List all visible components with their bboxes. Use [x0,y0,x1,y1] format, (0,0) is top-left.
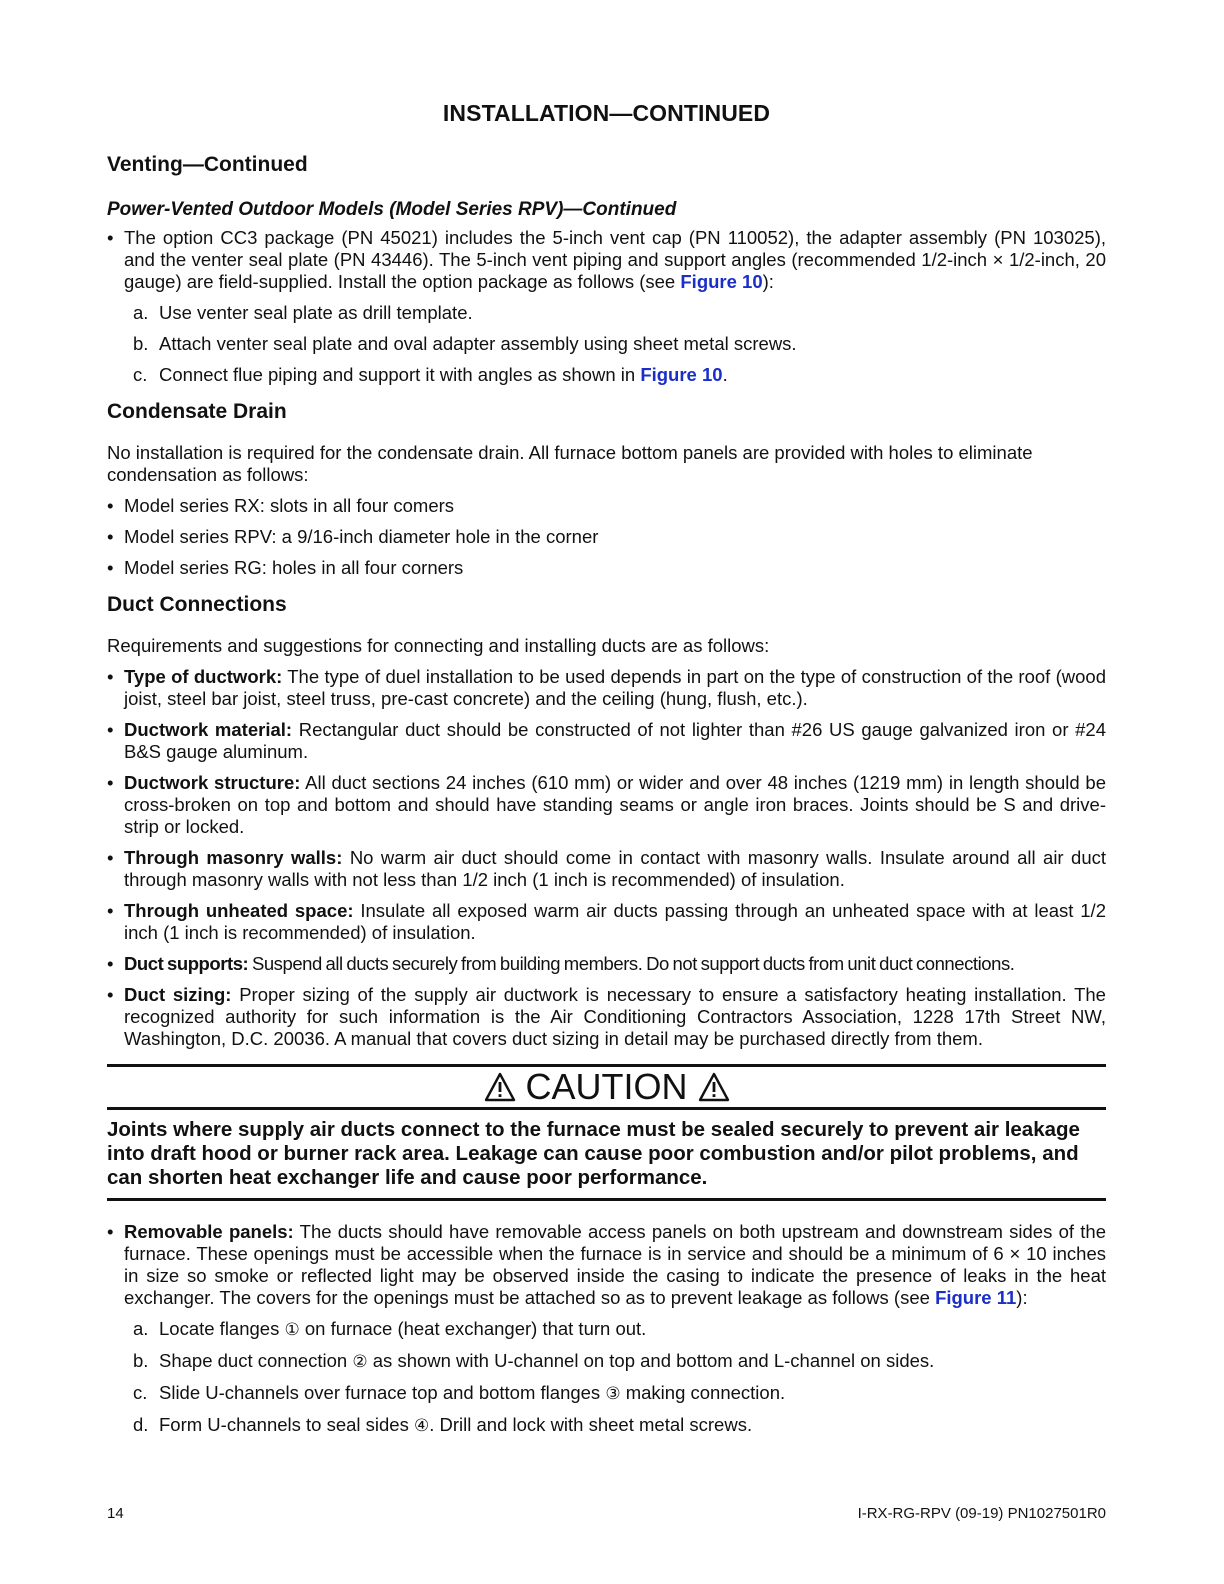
list-item [107,666,1106,710]
list-item [107,900,1106,944]
removable-step-a [133,1318,1106,1341]
condensate-heading: Condensate Drain [107,400,287,423]
cc3-step-a [133,302,1106,324]
figure-10-link[interactable]: Figure 10 [640,364,723,385]
list-item: • Model series RPV: a 9/16-inch diameter hole in the corner [107,526,1106,548]
item-lead: Through masonry walls: [124,847,343,868]
removable-step-c [133,1382,1106,1405]
item-text: Insulate all exposed warm air ducts passing through an unheated space with at least 1/2 inch (1 inch is recommended) of insulation. [124,900,1106,943]
step-text-end: . Drill and lock with sheet metal screws. [429,1414,753,1435]
document-id: I-RX-RG-RPV (09-19) PN1027501R0 [857,1505,1106,1522]
step-letter: b. [133,333,149,354]
step-letter: a. [133,1318,149,1339]
condensate-list [107,495,1106,579]
cc3-step-b [133,333,1106,355]
item-lead: Removable panels: [124,1221,294,1242]
page-footer [107,1505,1106,1522]
item-lead: Ductwork structure: [124,772,301,793]
item-lead: Through unheated space: [124,900,354,921]
list-item: • Model series RG: holes in all four corners [107,557,1106,579]
removable-steps [107,1318,1106,1437]
condensate-intro: No installation is required for the condensate drain. All furnace bottom panels are provided with holes to eliminate condensation as follows: [107,442,1033,485]
removable-list [107,1221,1106,1309]
rpv-subheading: Power-Vented Outdoor Models (Model Series RPV)—Continued [107,199,677,220]
item-text: No warm air duct should come in contact with masonry walls. Insulate around all air duct through masonry walls with not less than 1/2 inch (1 inch is recommended) of insulation. [124,847,1106,890]
removable-step-b [133,1350,1106,1373]
step-letter: b. [133,1350,149,1371]
page-content [107,100,1106,1446]
callout-number: ① [284,1320,300,1339]
item-lead: Duct sizing: [124,984,232,1005]
step-text: Shape duct connection [159,1350,353,1371]
page-title: INSTALLATION—CONTINUED [442,100,771,126]
item-text-end: ): [1016,1287,1028,1308]
list-item [107,772,1106,838]
step-text: Use venter seal plate as drill template. [159,302,473,323]
step-letter: c. [133,1382,148,1403]
item-lead: Duct supports: [124,953,249,974]
warning-triangle-icon [484,1072,516,1102]
item-text: Rectangular duct should be constructed of not lighter than #26 US gauge galvanized iron or #24 B&S gauge aluminum. [124,719,1107,762]
list-item [107,847,1106,891]
page-number: 14 [107,1505,124,1522]
step-text: Locate flanges [159,1318,285,1339]
cc3-text: The option CC3 package (PN 45021) includes the 5-inch vent cap (PN 110052), the adapter assembly (PN 103025), and the venter seal plate (PN 43446). The 5-inch vent piping and support angles (recommended 1/2-inch × 1/2-inch, 20 gauge) are field-supplied. Install the option package as follows (see [124,227,1106,292]
item-text: The type of duel installation to be used depends in part on the type of construction of the roof (wood joist, steel bar joist, steel truss, pre-cast concrete) and the ceiling (hung, flush, etc.). [124,666,1107,709]
step-letter: c. [133,364,148,385]
venting-heading: Venting—Continued [107,153,308,176]
item-text: Proper sizing of the supply air ductwork is necessary to ensure a satisfactory heating installation. The recognized authority for such information is the Air Conditioning Contractors Association, 1228 17th Street NW, Washington, D.C. 20036. A manual that covers duct sizing in detail may be purchased directly from them. [124,984,1106,1049]
step-text: Connect flue piping and support it with angles as shown in [159,364,641,385]
step-text: Form U-channels to seal sides [159,1414,414,1435]
warning-triangle-icon [698,1072,730,1102]
caution-box [107,1064,1106,1201]
step-text: Attach venter seal plate and oval adapter assembly using sheet metal screws. [159,333,797,354]
item-lead: Type of ductwork: [124,666,283,687]
duct-heading: Duct Connections [107,593,287,616]
callout-number: ② [352,1352,368,1371]
list-item [107,953,1106,975]
step-text-end: . [722,364,728,385]
callout-number: ④ [414,1416,430,1435]
step-text-end: as shown with U-channel on top and bottom and L-channel on sides. [367,1350,935,1371]
item-text: The ducts should have removable access panels on both upstream and downstream sides of the furnace. These openings must be accessible when the furnace is in service and should be a minimum of 6 × 10 inches in size so smoke or reflected light may be observed inside the casing to indicate the presence of leaks in the heat exchanger. The covers for the openings must be attached so as to prevent leakage as follows (see [124,1221,1106,1308]
cc3-steps [107,302,1106,386]
item-text: Suspend all ducts securely from building members. Do not support ducts from unit duct connections. [248,953,1015,974]
item-lead: Ductwork material: [124,719,293,740]
divider [107,1198,1106,1201]
divider [107,1107,1106,1110]
removable-step-d [133,1414,1106,1437]
caution-text: Joints where supply air ducts connect to the furnace must be sealed securely to prevent air leakage into draft hood or burner rack area. Leakage can cause poor combustion and/or pilot problems, and can shorten heat exchanger life and cause poor performance. [107,1118,1080,1189]
item-text: All duct sections 24 inches (610 mm) or wider and over 48 inches (1219 mm) in length should be cross-broken on top and bottom and should have standing seams or angle iron braces. Joints should be S and drive-strip or locked. [124,772,1107,837]
caution-title: CAUTION [525,1066,688,1107]
list-item [107,984,1106,1050]
duct-list [107,666,1106,1050]
step-text-end: making connection. [620,1382,786,1403]
figure-11-link[interactable]: Figure 11 [935,1287,1017,1308]
caution-header [107,1067,1106,1107]
list-item: • Model series RX: slots in all four comers [107,495,1106,517]
figure-10-link[interactable]: Figure 10 [680,271,763,292]
step-letter: a. [133,302,149,323]
cc3-text-end: ): [762,271,774,292]
step-letter: d. [133,1414,149,1435]
step-text-end: on furnace (heat exchanger) that turn out. [299,1318,647,1339]
cc3-step-c [133,364,1106,386]
list-item [107,1221,1106,1309]
callout-number: ③ [605,1384,621,1403]
duct-intro: Requirements and suggestions for connecting and installing ducts are as follows: [107,635,770,656]
step-text: Slide U-channels over furnace top and bottom flanges [159,1382,606,1403]
cc3-list [107,227,1106,293]
list-item [107,719,1106,763]
cc3-item [107,227,1106,293]
